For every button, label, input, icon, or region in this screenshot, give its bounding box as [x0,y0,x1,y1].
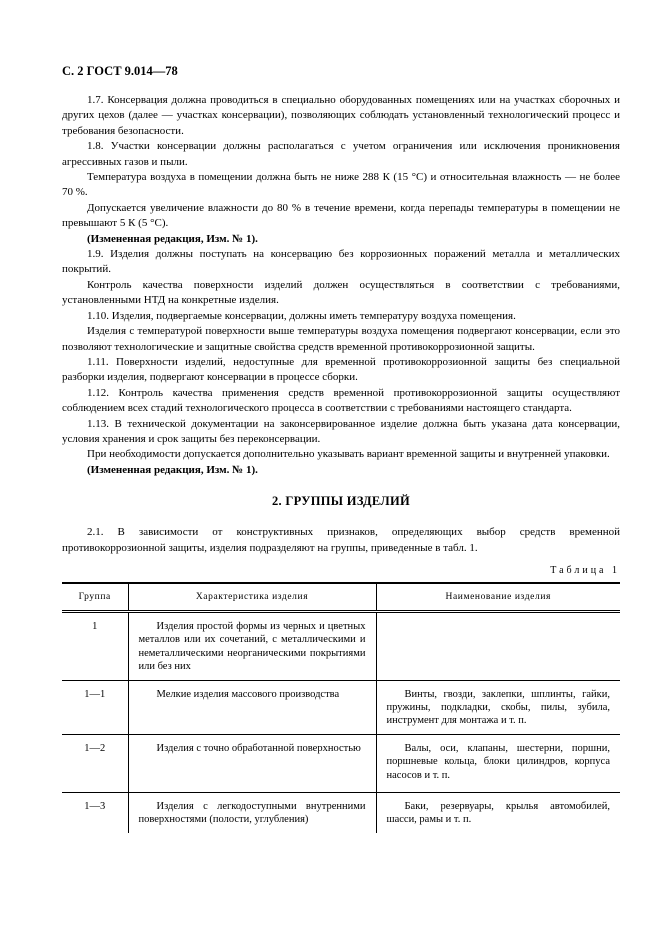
table-row [62,611,620,680]
table-header-row [62,583,620,612]
cell-group: 1 [62,611,128,680]
cell-name: Баки, резервуары, крылья автомобилей, шасси, рамы и т. п. [376,792,620,832]
amendment-note-2: (Измененная редакция, Изм. № 1). [87,463,258,476]
paragraph-1-8: 1.8. Участки консервации должны располагаться с учетом ограничения или исключения проникновения агрессивных газов и пыли. [62,140,620,168]
table-row [62,680,620,734]
paragraph-quality-control: Контроль качества поверхности изделий должен осуществляться в соответствии с требованиями, установленными НТД на конкретные изделия. [62,278,620,307]
cell-group: 1—2 [62,734,128,792]
amendment-note-1: (Измененная редакция, Изм. № 1). [87,232,258,245]
cell-group: 1—3 [84,800,106,812]
section-body [62,525,620,556]
paragraph-1-9: 1.9. Изделия должны поступать на консервацию без коррозионных поражений металла и металлических покрытий. [62,248,620,276]
page-header: С. 2 ГОСТ 9.014—78 [62,64,178,78]
paragraph-surface-temperature: Изделия с температурой поверхности выше температуры воздуха помещения подвергают консервации, если это позволяют технологические и защитные свойства средств временной противокоррозионной защиты. [62,325,620,353]
table-row [62,792,620,832]
groups-table [62,582,620,833]
section-heading: 2. ГРУППЫ ИЗДЕЛИЙ [272,494,410,509]
cell-name: Валы, оси, клапаны, шестерни, поршни, поршневые кольца, блоки цилиндров, корпуса насосов и т. п. [376,734,620,792]
paragraph-1-11: 1.11. Поверхности изделий, недоступные для временной противокоррозионной защиты без специальной разборки изделия, подвергают консервации в процессе сборки. [62,355,620,384]
cell-characteristic: Изделия простой формы из черных и цветных металлов или их сочетаний, с металлическими и неметаллическими неорганическими покрытиями или без них [128,611,376,680]
col-header-group: Группа [62,583,128,612]
cell-name: Винты, гвозди, заклепки, шплинты, гайки, пружины, подкладки, скобы, пилы, зубила, инструмент для монтажа и т. п. [376,680,620,734]
col-header-name: Наименование изделия [376,583,620,612]
body-text [62,93,620,478]
table-label: Таблица 1 [550,564,620,576]
col-header-characteristic: Характеристика изделия [128,583,376,612]
paragraph-humidity: Допускается увеличение влажности до 80 % в течение времени, когда перепады температуры в помещении не превышают 5 К (5 °С). [62,201,620,230]
table-row [62,734,620,792]
cell-name [376,611,620,680]
cell-characteristic: Мелкие изделия массового производства [128,680,376,734]
paragraph-1-13: 1.13. В технической документации на законсервированное изделие должна быть указана дата консервации, условия хранения и срок защиты без переконсервации. [62,417,620,445]
paragraph-packaging: При необходимости допускается дополнительно указывать вариант временной защиты и внутренней упаковки. [87,448,610,461]
paragraph-1-12: 1.12. Контроль качества применения средств временной противокоррозионной защиты осуществляют соблюдением всех стадий технологического процесса в соответствии с требованиями настоящего стандарта. [62,386,620,415]
paragraph-2-1: 2.1. В зависимости от конструктивных признаков, определяющих выбор средств временной противокоррозионной защиты, изделия подразделяют на группы, приведенные в табл. 1. [62,526,620,554]
cell-group: 1—1 [62,680,128,734]
paragraph-temperature: Температура воздуха в помещении должна быть не ниже 288 К (15 °С) и относительная влажность — не более 70 %. [62,171,620,199]
cell-characteristic: Изделия с точно обработанной поверхностью [128,734,376,792]
cell-characteristic: Изделия с легкодоступными внутренними поверхностями (полости, углубления) [128,792,376,832]
paragraph-1-10: 1.10. Изделия, подвергаемые консервации, должны иметь температуру воздуха помещения. [87,309,516,322]
paragraph-1-7: 1.7. Консервация должна проводиться в специально оборудованных помещениях или на участках сборочных и других цехов (далее — участках консервации), позволяющих соблюдать установленный технологический процесс и требования безопасности. [62,94,620,137]
